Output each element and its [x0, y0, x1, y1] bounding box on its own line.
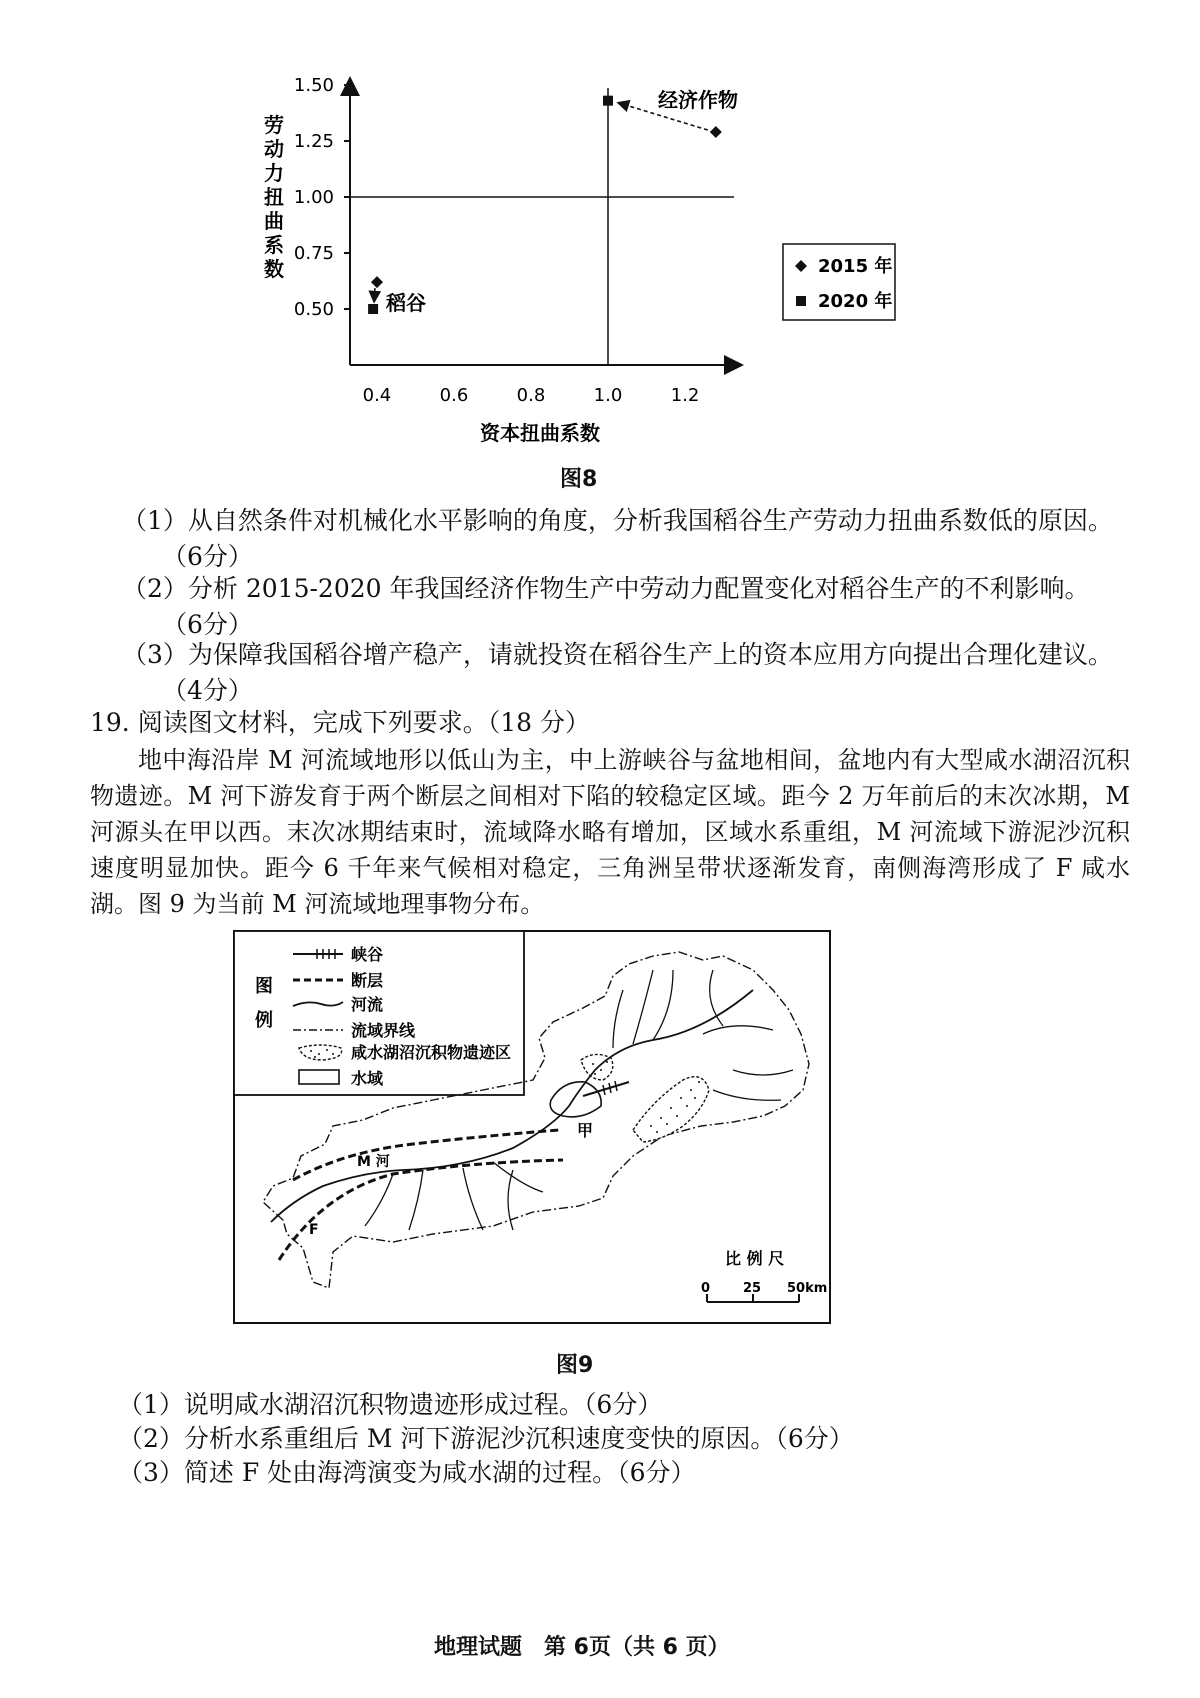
- legend-2015-label: 2015 年: [818, 256, 893, 277]
- legend-canyon-label: 峡谷: [351, 945, 384, 964]
- label-daogu: 稻谷: [386, 291, 426, 315]
- q18-sub3-score: （4分）: [162, 676, 253, 705]
- point-2020-jingji: [603, 96, 613, 106]
- scale-title: 比 例 尺: [725, 1249, 785, 1268]
- q19-title: 19. 阅读图文材料，完成下列要求。（18 分）: [90, 708, 590, 737]
- map-label-f: F: [309, 1222, 319, 1238]
- y-axis-label-c1: 劳: [264, 113, 284, 137]
- y-tick-label: 1.00: [293, 187, 334, 208]
- figure-8-caption: 图8: [560, 467, 598, 492]
- legend-river-label: 河流: [351, 995, 384, 1014]
- y-tick-label: 0.50: [293, 299, 334, 320]
- y-tick-label: 0.75: [293, 243, 334, 264]
- point-2015-jingji: [710, 126, 722, 138]
- figure-8-chart: [250, 60, 970, 510]
- legend-2020-label: 2020 年: [818, 291, 893, 312]
- y-axis-label-c3: 力: [264, 161, 284, 185]
- x-tick-label: 0.6: [439, 385, 469, 406]
- legend-title-1: 图: [255, 976, 273, 997]
- scale-tick-50: 50km: [787, 1281, 828, 1296]
- legend-title-2: 例: [255, 1010, 273, 1031]
- legend-boundary-label: 流域界线: [351, 1021, 416, 1040]
- scale-tick-25: 25: [743, 1281, 762, 1296]
- map-label-mhe: M 河: [357, 1154, 390, 1170]
- x-axis-label: 资本扭曲系数: [480, 421, 600, 445]
- y-tick-label: 1.50: [293, 75, 334, 96]
- x-tick-label: 0.8: [516, 385, 546, 406]
- y-axis-label-c7: 数: [264, 257, 284, 281]
- y-tick-label: 1.25: [293, 131, 334, 152]
- y-axis-label-c2: 动: [264, 137, 284, 161]
- figure-9-caption: 图9: [556, 1353, 594, 1378]
- legend-fault-label: 断层: [351, 971, 384, 990]
- q18-sub1-score: （6分）: [162, 542, 253, 571]
- page-footer: 地理试题 第 6页（共 6 页）: [434, 1635, 730, 1660]
- point-2020-daogu: [368, 304, 378, 314]
- figure-9-map: [233, 930, 831, 1324]
- x-tick-label: 0.4: [362, 385, 392, 406]
- label-jingji: 经济作物: [658, 88, 738, 112]
- point-2015-daogu: [371, 276, 383, 288]
- q19-material: 地中海沿岸 M 河流域地形以低山为主，中上游峡谷与盆地相间，盆地内有大型咸水湖沼沉积物遗迹。M 河下游发育于两个断层之间相对下陷的较稳定区域。距今 2 万年前后的末次冰期，M 河源头在甲以西。末次冰期结束时，流域降水略有增加，区域水系重组，M 河流域下游泥沙沉积速度明显加快。距今 6 千年来气候相对稳定，三角洲呈带状逐渐发育，南侧海湾形成了 F 咸水湖。图 9 为当前 M 河流域地理事物分布。: [90, 746, 1130, 918]
- x-tick-label: 1.2: [670, 385, 700, 406]
- y-axis-label-c5: 曲: [264, 209, 284, 233]
- scale-tick-0: 0: [701, 1281, 711, 1296]
- q19-sub3: （3）简述 F 处由海湾演变为咸水湖的过程。（6分）: [118, 1458, 696, 1487]
- q18-sub2: （2）分析 2015-2020 年我国经济作物生产中劳动力配置变化对稻谷生产的不利影响。: [122, 574, 1090, 603]
- q19-sub2: （2）分析水系重组后 M 河下游泥沙沉积速度变快的原因。（6分）: [118, 1424, 854, 1453]
- legend-2020-marker: [796, 296, 806, 306]
- q19-sub1: （1）说明咸水湖沼沉积物遗迹形成过程。（6分）: [118, 1390, 663, 1419]
- q18-sub2-score: （6分）: [162, 610, 253, 639]
- legend-saltlake-label: 咸水湖沼沉积物遗迹区: [351, 1043, 512, 1062]
- legend-water-label: 水域: [351, 1069, 384, 1088]
- legend-water-symbol: [299, 1070, 339, 1084]
- y-axis-label-c6: 系: [264, 233, 284, 257]
- q18-sub1: （1）从自然条件对机械化水平影响的角度，分析我国稻谷生产劳动力扭曲系数低的原因。: [122, 506, 1113, 535]
- y-axis-label-c4: 扭: [264, 185, 284, 209]
- map-label-jia: 甲: [577, 1121, 594, 1140]
- x-tick-label: 1.0: [593, 385, 623, 406]
- daogu-change-arrow: [374, 288, 375, 302]
- q18-sub3: （3）为保障我国稻谷增产稳产，请就投资在稻谷生产上的资本应用方向提出合理化建议。: [122, 640, 1113, 669]
